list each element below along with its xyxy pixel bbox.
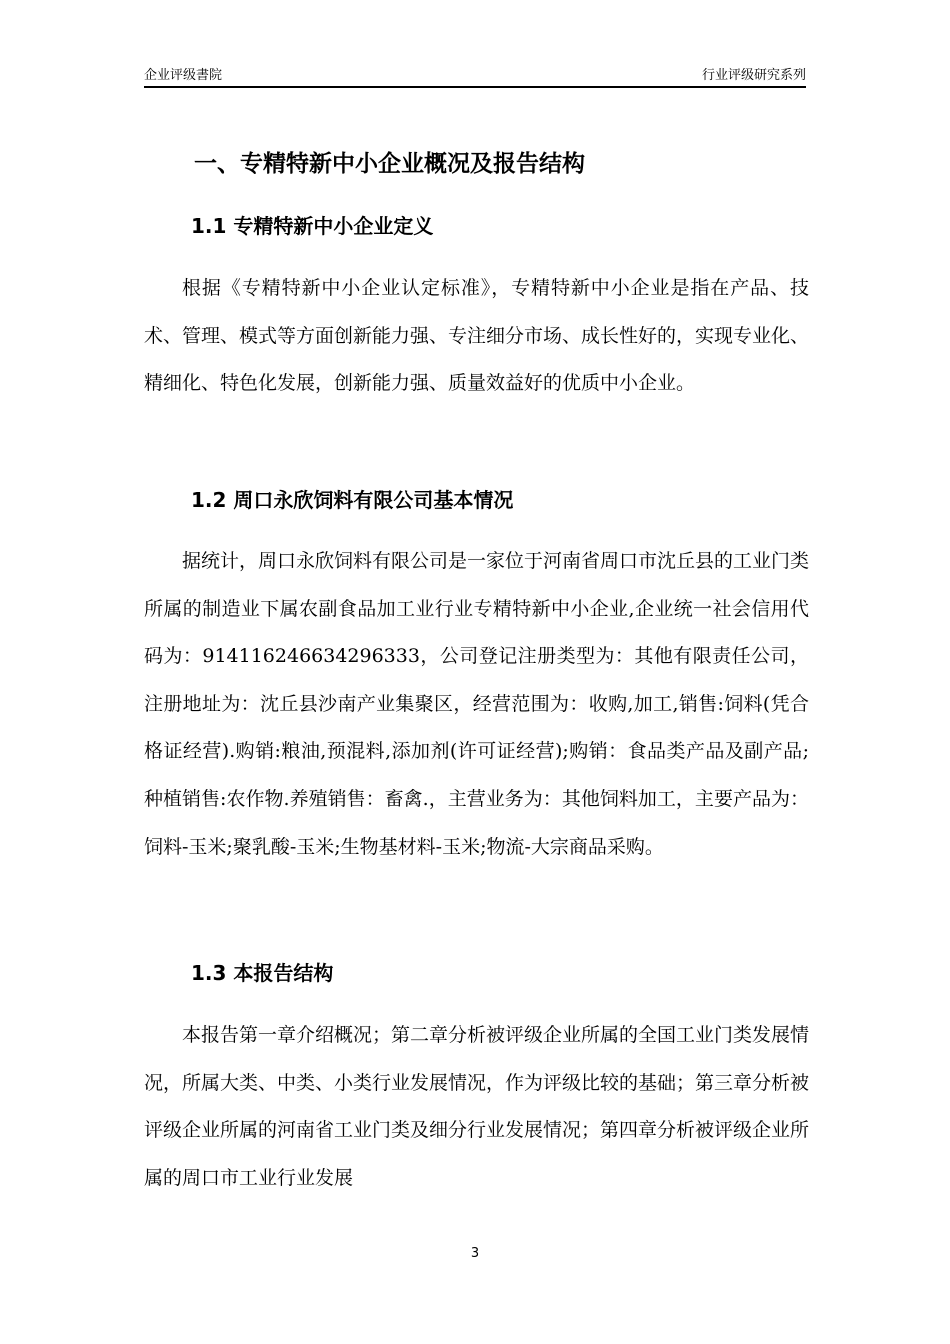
section-paragraph-1-3: 本报告第一章介绍概况；第二章分析被评级企业所属的全国工业门类发展情况，所属大类、中类、小类行业发展情况，作为评级比较的基础；第三章分析被评级企业所属的河南省工业门类及细分行业发展情况；第四章分析被评级企业所属的周口市工业行业发展 bbox=[144, 1024, 810, 1189]
section-heading-1-3: 1.3 本报告结构 bbox=[191, 961, 334, 985]
page-number: 3 bbox=[470, 1246, 480, 1261]
chapter-title: 一、专精特新中小企业概况及报告结构 bbox=[194, 151, 585, 177]
page-header bbox=[144, 66, 806, 88]
header-left-text: 企业评级書院 bbox=[144, 68, 223, 83]
section-heading-1-1: 1.1 专精特新中小企业定义 bbox=[191, 214, 434, 238]
section-paragraph-1-1: 根据《专精特新中小企业认定标准》，专精特新中小企业是指在产品、技术、管理、模式等方面创新能力强、专注细分市场、成长性好的，实现专业化、精细化、特色化发展，创新能力强、质量效益好的优质中小企业。 bbox=[144, 277, 810, 395]
header-right-text: 行业评级研究系列 bbox=[701, 68, 806, 83]
section-heading-1-2: 1.2 周口永欣饲料有限公司基本情况 bbox=[191, 488, 514, 512]
section-paragraph-1-2: 据统计，周口永欣饲料有限公司是一家位于河南省周口市沈丘县的工业门类所属的制造业下属农副食品加工业行业专精特新中小企业,企业统一社会信用代码为：91411624663429633​3，公司登记注册类型为：其他有限责任公司，注册地址为：沈丘县沙南产业集聚区，经营范围为：收购,加工,销售:饲料(凭合格证经营).购销:粮油,预混料,添加剂(许可证经营);购销：食品类产品及副产品;种植销售:农作物.养殖销售：畜禽.，主营业务为：其他饲料加工，主要产品为：饲料-玉米;聚乳酸-玉米;生物基材料-玉米;物流-大宗商品采购。 bbox=[144, 550, 810, 858]
